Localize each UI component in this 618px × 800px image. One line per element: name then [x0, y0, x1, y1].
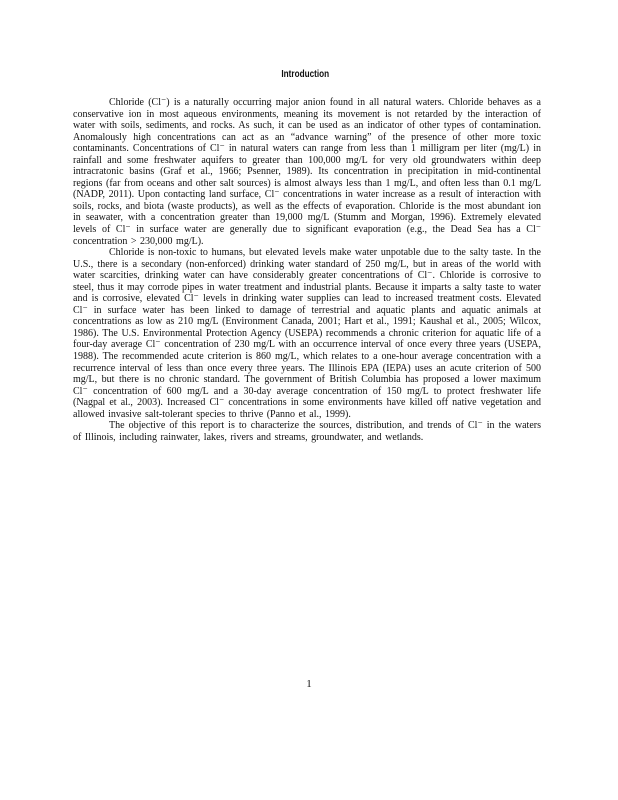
body-text	[73, 97, 541, 443]
page-number: 1	[306, 678, 312, 690]
section-heading: Introduction	[281, 68, 330, 80]
paragraph-chloride-overview: Chloride (Cl⁻) is a naturally occurring major anion found in all natural waters. Chloride behaves as a conservative ion in most aqueous environments, meaning its movement is not retarded by the interaction of water with soils, sediments, and rocks. As such, it can be used as an indicator of other types of contamination. Anomalously high concentrations can act as an “advance warning” of the presence of other more toxic contaminants. Concentrations of Cl⁻ in natural waters can range from less than 1 milligram per liter (mg/L) in rainfall and some freshwater aquifers to greater than 100,000 mg/L for very old groundwaters within deep intracratonic basins (Graf et al., 1966; Psenner, 1989). Its concentration in precipitation in mid-continental regions (far from oceans and other salt sources) is almost always less than 1 mg/L, and often less than 0.1 mg/L (NADP, 2011). Upon contacting land surface, Cl⁻ concentrations in water increase as a result of interaction with soils, rocks, and biota (waste products), as well as the effects of evaporation. Chloride is the most abundant ion in seawater, with a concentration greater than 19,000 mg/L (Stumm and Morgan, 1996). Extremely elevated levels of Cl⁻ in surface water are generally due to significant evaporation (e.g., the Dead Sea has a Cl⁻ concentration > 230,000 mg/L).	[73, 97, 541, 247]
paragraph-chloride-effects: Chloride is non-toxic to humans, but elevated levels make water unpotable due to the salty taste. In the U.S., there is a secondary (non-enforced) drinking water standard of 250 mg/L, but in areas of the world with water scarcities, drinking water can have considerably greater concentrations of Cl⁻. Chloride is corrosive to steel, thus it may corrode pipes in water treatment and industrial plants. Because it imparts a salty taste to water and is corrosive, elevated Cl⁻ levels in drinking water supplies can lead to increased treatment costs. Elevated Cl⁻ in surface water has been linked to damage of terrestrial and aquatic plants and aquatic animals at concentrations as low as 210 mg/L (Environment Canada, 2001; Hart et al., 1991; Kaushal et al., 2005; Wilcox, 1986). The U.S. Environmental Protection Agency (USEPA) recommends a chronic criterion for aquatic life of a four-day average Cl⁻ concentration of 230 mg/L with an occurrence interval of once every three years (USEPA, 1988). The recommended acute criterion is 860 mg/L, which relates to a one-hour average concentration with a recurrence interval of less than once every three years. The Illinois EPA (IEPA) uses an acute criterion of 500 mg/L, but there is no chronic standard. The government of British Columbia has proposed a lower maximum Cl⁻ concentration of 600 mg/L and a 30-day average concentration of 150 mg/L to protect freshwater life (Nagpal et al., 2003). Increased Cl⁻ concentrations in some environments have killed off native vegetation and allowed invasive salt-tolerant species to thrive (Panno et al., 1999).	[73, 247, 541, 420]
paragraph-report-objective: The objective of this report is to characterize the sources, distribution, and trends of Cl⁻ in the waters of Illinois, including rainwater, lakes, rivers and streams, groundwater, and wetlands.	[73, 420, 541, 443]
